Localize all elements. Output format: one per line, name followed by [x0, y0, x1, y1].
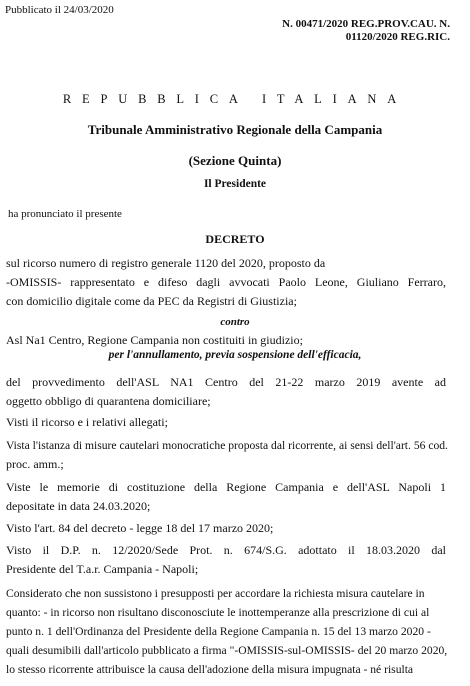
text-line: quali desumibili dall'articolo pubblicato a firma "-OMISSIS-sul-OMISSIS- del 20 marzo 2020, [6, 644, 448, 657]
text-line: proc. amm.; [6, 457, 64, 471]
intro-text: ha pronunciato il presente [8, 208, 122, 220]
registry-number-line2: 01120/2020 REG.RIC. [345, 31, 450, 43]
text-line: oggetto obbligo di quarantena domiciliare; [6, 394, 211, 408]
text-line: del provvedimento dell'ASL NA1 Centro del 21-22 marzo 2019 avente ad [6, 375, 446, 389]
text-line: Visto il D.P. n. 12/2020/Sede Prot. n. 674/S.G. adottato il 18.03.2020 dal [6, 543, 446, 557]
dp-paragraph [6, 541, 446, 579]
contro-label: contro [220, 316, 250, 328]
text-line: -OMISSIS- rappresentato e difeso dagli avvocati Paolo Leone, Giuliano Ferraro, [6, 275, 446, 289]
president-label: Il Presidente [203, 178, 267, 190]
text-line: Visto l'art. 84 del decreto - legge 18 del 17 marzo 2020; [6, 521, 274, 535]
text-line: Vista l'istanza di misure cautelari monocratiche proposta dal ricorrente, ai sensi dell'art. 56 cod. [6, 439, 448, 452]
text-line: Considerato che non sussistono i presupposti per accordare la richiesta misura cautelare in [6, 587, 425, 600]
respondents-paragraph [6, 331, 446, 350]
section-name: (Sezione Quinta) [188, 153, 282, 168]
decree-heading: DECRETO [205, 232, 265, 246]
text-line: Visti il ricorso e i relativi allegati; [6, 415, 168, 429]
text-line: Asl Na1 Centro, Regione Campania non costituiti in giudizio; [6, 333, 303, 347]
text-line: quanto: - in ricorso non risultano disconosciute le inottemperanze alla prescrizione di cui al [6, 606, 430, 619]
ricorso-paragraph [6, 254, 446, 311]
text-line: depositate in data 24.03.2020; [6, 499, 151, 513]
registry-number [282, 18, 450, 44]
text-line: Viste le memorie di costituzione della Regione Campania e dell'ASL Napoli 1 [6, 480, 446, 494]
text-line: punto n. 1 dell'Ordinanza del Presidente della Regione Campania n. 15 del 13 marzo 2020 - [6, 625, 431, 638]
court-name: Tribunale Amministrativo Regionale della Campania [87, 122, 383, 137]
art84-paragraph [6, 519, 446, 538]
republic-heading: REPUBBLICA ITALIANA [62, 92, 408, 106]
text-line: sul ricorso numero di registro generale 1120 del 2020, proposto da [6, 256, 326, 270]
visti-paragraph [6, 413, 446, 432]
memorie-paragraph [6, 478, 446, 516]
text-line: con domicilio digitale come da PEC da Registri di Giustizia; [6, 294, 297, 308]
provvedimento-paragraph [6, 373, 446, 411]
text-line: lo stesso ricorrente attribuisce la causa dell'adozione della misura impugnata - né risulta [6, 663, 414, 676]
registry-number-line1: N. 00471/2020 REG.PROV.CAU. N. [282, 18, 450, 30]
published-date: Pubblicato il 24/03/2020 [5, 4, 114, 16]
istanza-paragraph [6, 436, 446, 474]
annulment-label: per l'annullamento, previa sospensione dell'efficacia, [108, 349, 362, 361]
considerato-paragraph [6, 584, 446, 679]
text-line: Presidente del T.a.r. Campania - Napoli; [6, 562, 199, 576]
